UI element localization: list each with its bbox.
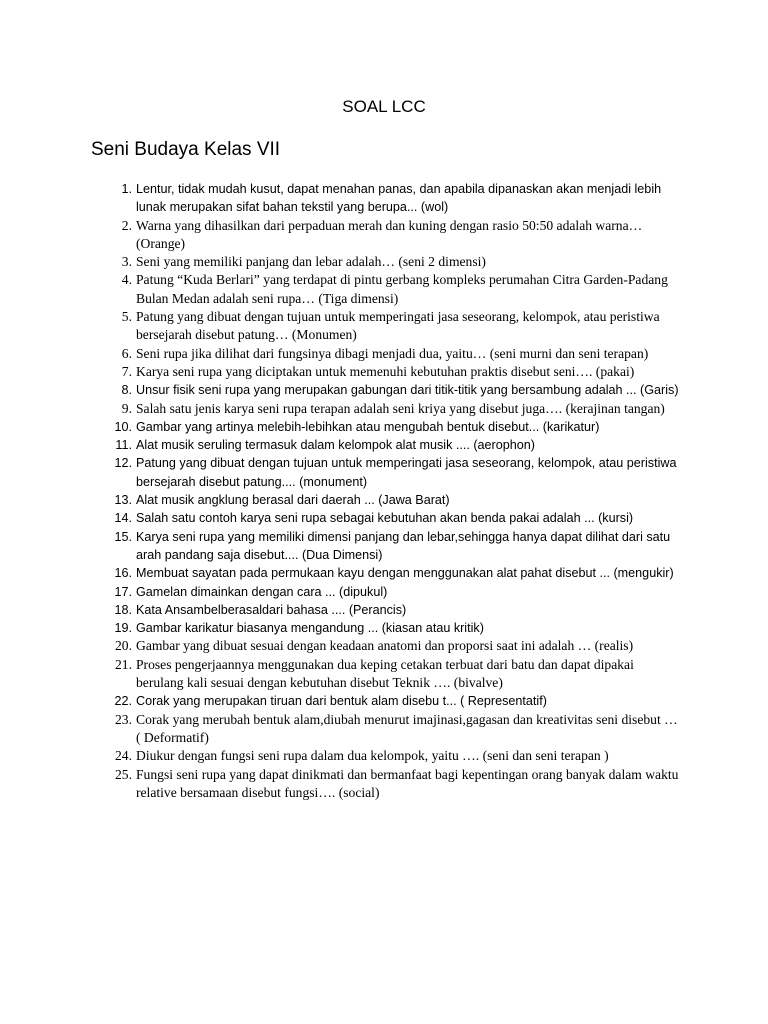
question-list [0, 180, 768, 802]
page-title: SOAL LCC [342, 97, 426, 116]
question-number: 17. [114, 584, 132, 599]
question-number: 21. [115, 656, 132, 672]
question-item [0, 711, 768, 748]
question-item [0, 564, 768, 582]
question-text: Warna yang dihasilkan dari perpaduan merah dan kuning dengan rasio 50:50 adalah warna… (Orange) [136, 217, 643, 251]
question-item [0, 509, 768, 527]
question-number: 20. [115, 638, 132, 654]
question-number: 5. [121, 309, 132, 325]
question-item [0, 454, 768, 491]
page-subtitle: Seni Budaya Kelas VII [91, 139, 281, 160]
question-item [0, 528, 768, 565]
question-number: 23. [115, 711, 132, 727]
question-text: Kata Ansambelberasaldari bahasa .... (Perancis) [136, 602, 407, 617]
question-item [0, 747, 768, 765]
question-item [0, 217, 768, 254]
question-number: 15. [114, 529, 132, 544]
question-text: Unsur fisik seni rupa yang merupakan gabungan dari titik-titik yang bersambung adalah ... (Garis) [136, 383, 679, 398]
question-item [0, 491, 768, 509]
question-item [0, 308, 768, 345]
question-text: Alat musik angklung berasal dari daerah ... (Jawa Barat) [136, 493, 450, 508]
question-number: 10. [114, 419, 132, 434]
question-number: 2. [121, 217, 132, 233]
question-text: Gambar yang artinya melebih-lebihkan atau mengubah bentuk disebut... (karikatur) [136, 419, 600, 434]
question-item [0, 637, 768, 655]
question-number: 22. [114, 694, 132, 709]
question-number: 12. [114, 456, 132, 471]
question-item [0, 180, 768, 217]
question-number: 25. [115, 766, 132, 782]
question-number: 3. [121, 254, 132, 270]
question-number: 13. [114, 493, 132, 508]
question-item [0, 253, 768, 271]
question-number: 7. [121, 363, 132, 379]
question-text: Karya seni rupa yang diciptakan untuk memenuhi kebutuhan praktis disebut seni…. (pakai) [136, 363, 635, 379]
question-item [0, 363, 768, 381]
question-number: 24. [115, 748, 132, 764]
question-text: Corak yang merupakan tiruan dari bentuk alam disebu t... ( Representatif) [136, 694, 547, 709]
question-number: 4. [121, 272, 132, 288]
question-text: Seni rupa jika dilihat dari fungsinya dibagi menjadi dua, yaitu… (seni murni dan seni terapan) [136, 345, 649, 361]
question-item [0, 418, 768, 436]
question-number: 1. [121, 182, 132, 196]
question-text: Karya seni rupa yang memiliki dimensi panjang dan lebar,sehingga hanya dapat dilihat dari satu arah pandang saja disebut.... (Dua Dimensi) [136, 529, 671, 562]
question-text: Gambar yang dibuat sesuai dengan keadaan anatomi dan proporsi saat ini adalah … (realis) [136, 638, 634, 654]
question-item [0, 601, 768, 619]
question-item [0, 766, 768, 803]
question-number: 9. [121, 400, 132, 416]
question-text: Gambar karikatur biasanya mengandung ... (kiasan atau kritik) [136, 621, 484, 636]
question-text: Membuat sayatan pada permukaan kayu dengan menggunakan alat pahat disebut ... (mengukir) [136, 566, 674, 581]
question-item [0, 345, 768, 363]
question-text: Seni yang memiliki panjang dan lebar adalah… (seni 2 dimensi) [136, 254, 486, 270]
question-text: Proses pengerjaannya menggunakan dua keping cetakan terbuat dari batu dan dapat dipakai berulang kali sesuai dengan kebutuhan disebut Teknik …. (bivalve) [136, 656, 634, 691]
question-text: Gamelan dimainkan dengan cara ... (dipukul) [136, 584, 388, 599]
question-item [0, 656, 768, 693]
question-number: 8. [121, 383, 132, 398]
question-text: Patung yang dibuat dengan tujuan untuk memperingati jasa seseorang, kelompok, atau peristiwa bersejarah disebut patung… (Monumen) [136, 309, 660, 343]
question-number: 19. [114, 621, 132, 636]
question-item [0, 436, 768, 454]
question-text: Fungsi seni rupa yang dapat dinikmati dan bermanfaat bagi kepentingan orang banyak dalam waktu relative bersamaan disebut fungsi…. (social) [136, 766, 679, 800]
question-number: 14. [114, 511, 132, 526]
question-number: 16. [114, 566, 132, 581]
question-item [0, 271, 768, 308]
question-item [0, 400, 768, 418]
question-text: Alat musik seruling termasuk dalam kelompok alat musik .... (aerophon) [136, 438, 535, 453]
question-text: Salah satu contoh karya seni rupa sebagai kebutuhan akan benda pakai adalah ... (kursi) [136, 511, 634, 526]
question-item [0, 381, 768, 399]
question-number: 11. [115, 438, 132, 453]
question-text: Patung yang dibuat dengan tujuan untuk memperingati jasa seseorang, kelompok, atau peristiwa bersejarah disebut patung.... (monument) [136, 456, 677, 489]
question-number: 6. [121, 345, 132, 361]
question-number: 18. [114, 602, 132, 617]
question-item [0, 583, 768, 601]
question-text: Salah satu jenis karya seni rupa terapan adalah seni kriya yang disebut juga…. (kerajinan tangan) [136, 400, 665, 416]
question-text: Lentur, tidak mudah kusut, dapat menahan panas, dan apabila dipanaskan akan menjadi lebih lunak merupakan sifat bahan tekstil yang berupa... (wol) [136, 182, 662, 215]
question-text: Patung “Kuda Berlari” yang terdapat di pintu gerbang kompleks perumahan Citra Garden-Padang Bulan Medan adalah seni rupa… (Tiga dimensi) [136, 272, 668, 306]
question-text: Corak yang merubah bentuk alam,diubah menurut imajinasi,gagasan dan kreativitas seni disebut … ( Deformatif) [136, 711, 678, 745]
question-item [0, 692, 768, 710]
question-item [0, 619, 768, 637]
question-text: Diukur dengan fungsi seni rupa dalam dua kelompok, yaitu …. (seni dan seni terapan ) [136, 748, 609, 764]
